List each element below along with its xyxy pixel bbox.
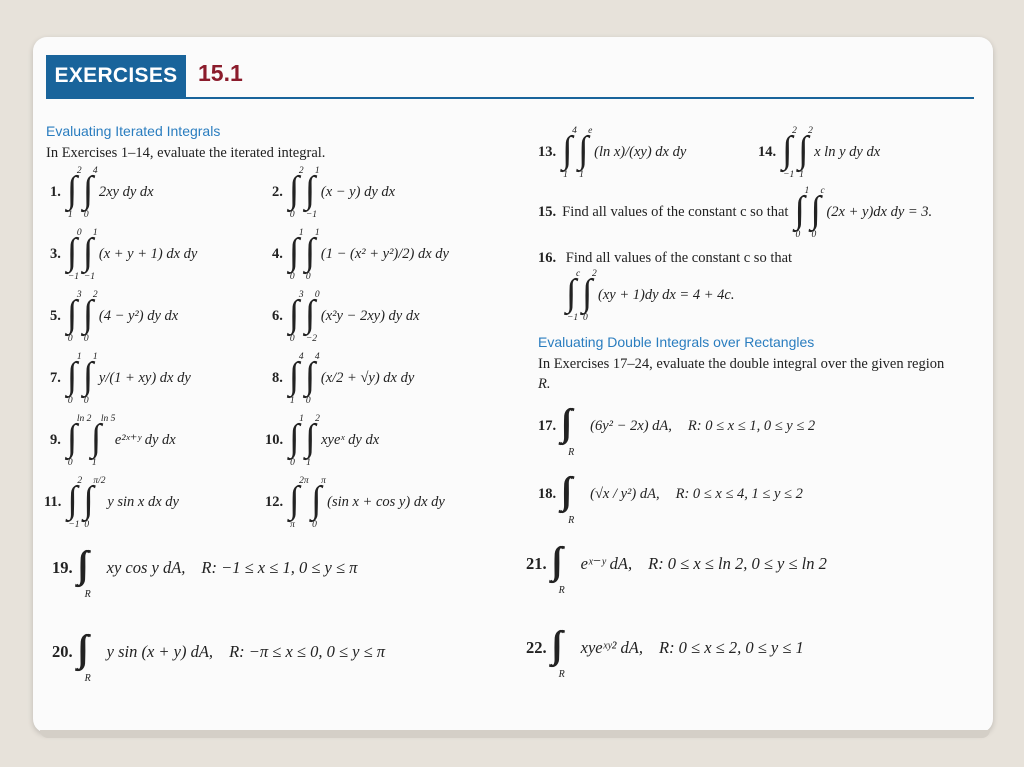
section-title-iterated: Evaluating Iterated Integrals [46, 123, 221, 139]
exercise-number: 1. [50, 183, 61, 200]
exercise-14 [758, 126, 881, 180]
exercise-6 [272, 290, 420, 344]
integrand: eˣ⁻ʸ dA, [580, 554, 633, 573]
exercise-number: 4. [272, 245, 283, 262]
integrand: (x²y − 2xy) dy dx [320, 307, 420, 324]
exercise-13 [538, 126, 687, 180]
integral-sign: ∫ c 0 [810, 186, 825, 240]
region-condition: R: 0 ≤ x ≤ ln 2, 0 ≤ y ≤ ln 2 [648, 554, 827, 573]
integral-sign: ∫ c −1 [566, 269, 581, 323]
exercise-7 [50, 352, 191, 406]
integral-sign: ∫ 2 1 [305, 414, 320, 468]
region-condition: R: 0 ≤ x ≤ 2, 0 ≤ y ≤ 1 [658, 638, 804, 657]
region-condition: R: −1 ≤ x ≤ 1, 0 ≤ y ≤ π [201, 558, 358, 577]
integral-sign: ∫ e 1 [578, 126, 593, 180]
integral-sign: ∫ 4 1 [288, 352, 304, 406]
exercise-15 [538, 186, 933, 240]
instruction-iterated: In Exercises 1–14, evaluate the iterated integral. [46, 145, 326, 161]
integral-sign: ∫ 3 0 [66, 290, 82, 344]
integral-sign: ∫ 2 1 [798, 126, 813, 180]
exercise-21 [526, 542, 827, 596]
exercise-17 [538, 404, 816, 458]
exercise-number: 20. [52, 642, 73, 661]
integral-sign: ∫ 1 0 [288, 228, 304, 282]
exercise-number: 15. [538, 203, 557, 220]
integrand: xyeˣʸ² dA, [580, 638, 643, 657]
integrand: 2xy dy dx [98, 183, 154, 200]
integral-sign: ∫ 2π π [289, 476, 309, 530]
integral-sign: ∫ π/2 0 [83, 476, 106, 530]
exercise-number: 11. [44, 493, 62, 510]
integrand: y sin (x + y) dA, [106, 642, 214, 661]
integrand: (x + y + 1) dx dy [98, 245, 198, 262]
card-shadow [40, 730, 990, 738]
exercise-number: 9. [50, 431, 61, 448]
exercise-18 [538, 472, 803, 526]
double-integral-sign: R [568, 515, 575, 526]
integrand: (4 − y²) dy dx [98, 307, 179, 324]
integrand: (x − y) dy dx [320, 183, 396, 200]
integrand: xyeˣ dy dx [321, 431, 380, 448]
exercise-10 [265, 414, 380, 468]
exercise-number: 2. [272, 183, 283, 200]
integral-sign: ∫ 2 −1 [782, 126, 797, 180]
exercise-number: 21. [526, 554, 547, 573]
integral-sign: ∫ 1 0 [304, 228, 320, 282]
integrand: (2x + y)dx dy = 3. [826, 203, 933, 220]
integral-sign: ∫ 2 0 [288, 166, 304, 220]
double-integral-sign: R [558, 669, 565, 680]
exercise-number: 3. [50, 245, 61, 262]
instruction-double-line1: In Exercises 17–24, evaluate the double integral over the given region [538, 356, 945, 372]
exercise-number: 18. [538, 485, 557, 502]
exercise-16-equation [566, 269, 735, 323]
integrand: e²ˣ⁺ʸ dy dx [114, 431, 176, 448]
integrand: x ln y dy dx [814, 143, 881, 160]
double-integral-sign: R [84, 673, 91, 684]
integral-sign: ∫ 0 −1 [66, 228, 82, 282]
exercise-number: 19. [52, 558, 73, 577]
integral-sign: ∫ 2 0 [582, 269, 597, 323]
integral-sign: ∫ 3 0 [288, 290, 304, 344]
integrand: (xy + 1)dy dx = 4 + 4c. [598, 286, 735, 303]
exercise-number: 17. [538, 417, 557, 434]
header-rule [46, 97, 974, 99]
exercise-number: 5. [50, 307, 61, 324]
exercise-5 [50, 290, 179, 344]
exercise-20 [52, 630, 386, 684]
section-title-double: Evaluating Double Integrals over Rectangles [538, 334, 815, 350]
integral-sign: ∫ π 0 [311, 476, 326, 530]
integrand: y sin x dx dy [107, 493, 179, 510]
integrand: (x/2 + √y) dx dy [320, 369, 415, 386]
integrand: (1 − (x² + y²)/2) dx dy [320, 245, 449, 262]
integral-sign: ∫ 1 0 [66, 352, 82, 406]
integral-sign: ∫ 2 1 [66, 166, 82, 220]
integral-sign: ∫ 4 0 [82, 166, 98, 220]
exercise-text: Find all values of the constant c so that [565, 250, 793, 266]
integral-sign: ∫ 2 0 [82, 290, 98, 344]
exercise-16 [538, 248, 792, 268]
exercise-number: 12. [265, 493, 284, 510]
region-condition: R: 0 ≤ x ≤ 1, 0 ≤ y ≤ 2 [687, 417, 816, 434]
double-integral-sign: R [558, 585, 565, 596]
integrand: (ln x)/(xy) dx dy [594, 143, 687, 160]
integral-sign: ∫ 1 0 [289, 414, 304, 468]
integrand: y/(1 + xy) dx dy [98, 369, 191, 386]
exercise-number: 22. [526, 638, 547, 657]
exercise-11 [44, 476, 179, 530]
exercise-3 [50, 228, 198, 282]
integral-sign: ∫ 1 −1 [304, 166, 320, 220]
exercise-1 [50, 166, 154, 220]
integral-sign: ∫ 4 0 [304, 352, 320, 406]
instruction-double-line2: R. [538, 376, 551, 392]
integral-sign: ∫ 4 1 [562, 126, 577, 180]
integral-sign: ∫ ln 2 0 [66, 414, 92, 468]
region-condition: R: 0 ≤ x ≤ 4, 1 ≤ y ≤ 2 [675, 485, 803, 502]
exercise-number: 16. [538, 250, 557, 266]
exercise-number: 7. [50, 369, 61, 386]
exercise-number: 6. [272, 307, 283, 324]
integrand: xy cos y dA, [106, 558, 186, 577]
integrand: (6y² − 2x) dA, [590, 417, 672, 434]
integral-sign: ∫ 1 0 [82, 352, 98, 406]
exercise-22 [526, 626, 804, 680]
exercise-2 [272, 166, 396, 220]
exercise-number: 8. [272, 369, 283, 386]
exercise-text: Find all values of the constant c so that [562, 203, 789, 220]
exercise-number: 10. [265, 431, 284, 448]
double-integral-sign: R [84, 589, 91, 600]
exercise-8 [272, 352, 415, 406]
region-condition: R: −π ≤ x ≤ 0, 0 ≤ y ≤ π [229, 642, 386, 661]
exercise-number: 13. [538, 143, 557, 160]
double-integral-sign: R [568, 447, 575, 458]
exercises-header-label: EXERCISES [46, 55, 186, 97]
exercise-number: 14. [758, 143, 777, 160]
integral-sign: ∫ 1 0 [794, 186, 810, 240]
integrand: (√x / y²) dA, [590, 485, 660, 502]
section-number: 15.1 [198, 60, 243, 86]
exercise-9 [50, 414, 176, 468]
integrand: (sin x + cos y) dx dy [327, 493, 445, 510]
integral-sign: ∫ 0 −2 [304, 290, 320, 344]
integral-sign: ∫ ln 5 1 [90, 414, 116, 468]
exercise-12 [265, 476, 445, 530]
exercise-4 [272, 228, 449, 282]
integral-sign: ∫ 1 −1 [82, 228, 98, 282]
exercise-19 [52, 546, 358, 600]
integral-sign: ∫ 2 −1 [67, 476, 83, 530]
